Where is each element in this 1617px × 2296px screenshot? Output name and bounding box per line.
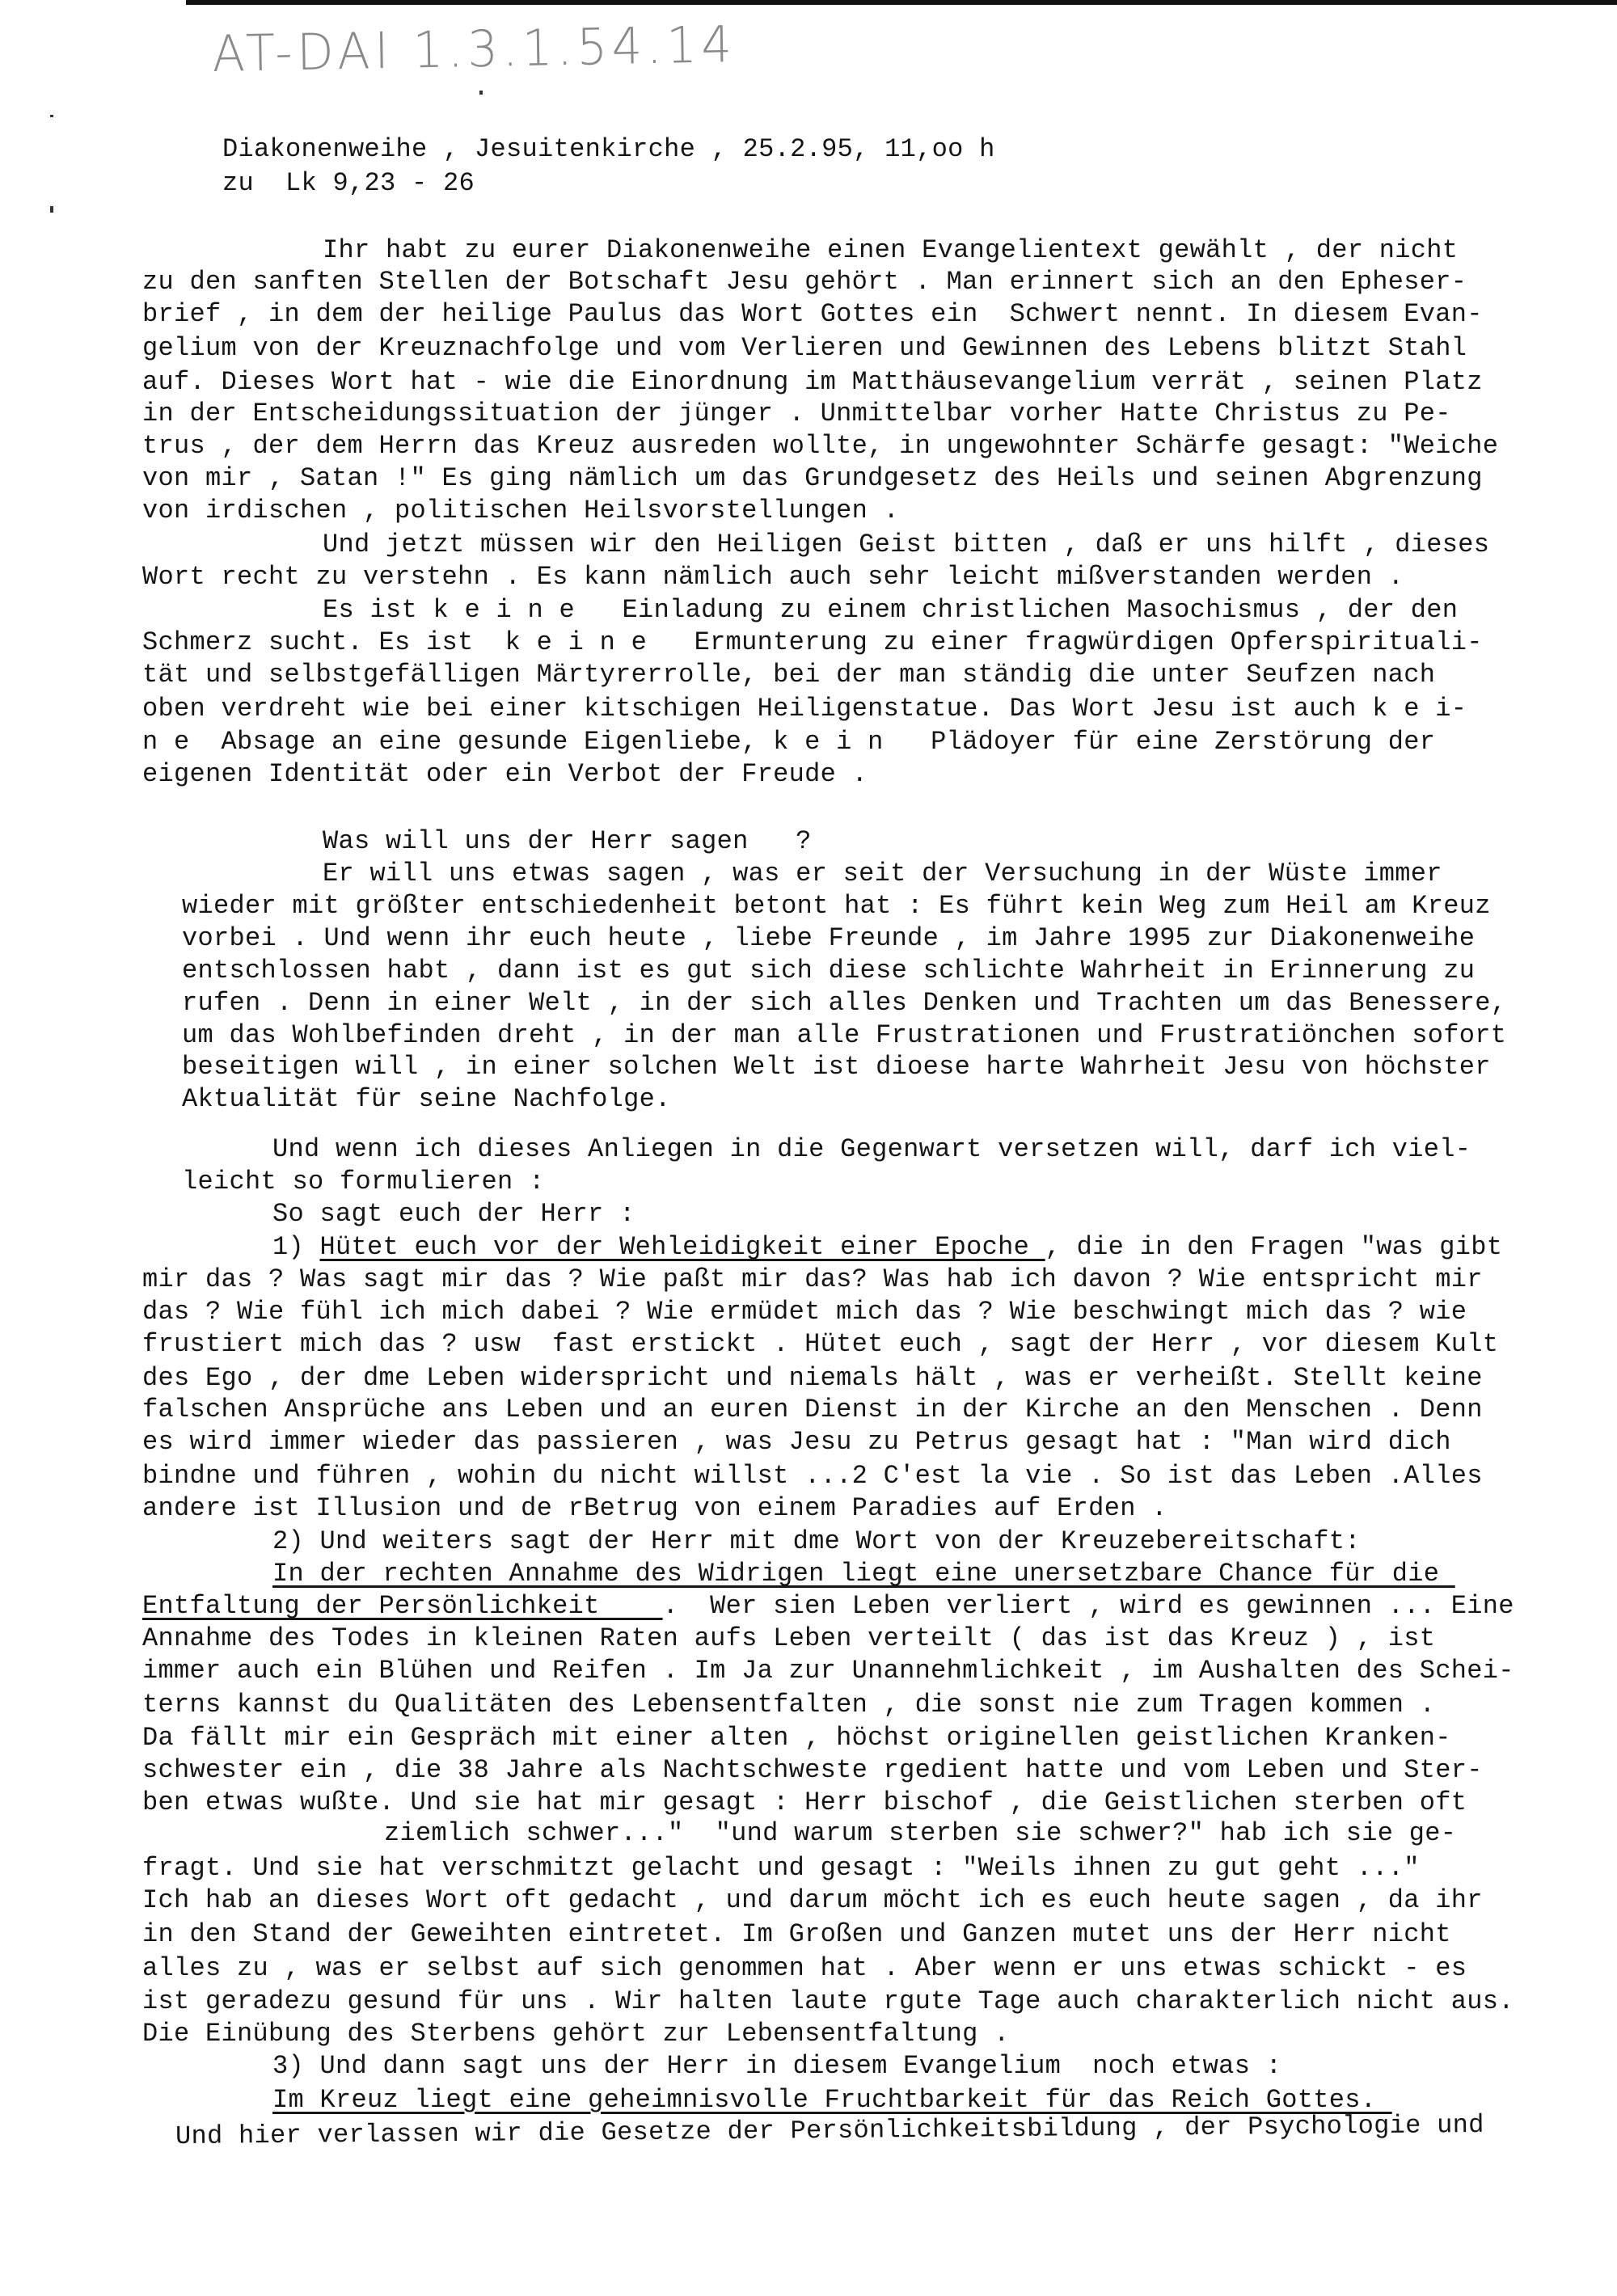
text-line bbox=[272, 1133, 1471, 1166]
speck bbox=[50, 115, 53, 117]
text-line bbox=[142, 1952, 1467, 1985]
text-segment: Da fällt mir ein Gespräch mit einer alten , höchst originellen geistlichen Kranken- bbox=[142, 1723, 1451, 1754]
text-line bbox=[142, 1264, 1483, 1296]
text-segment: trus , der dem Herrn das Kreuz ausreden wollte, in ungewohnter Schärfe gesagt: "Weiche bbox=[142, 431, 1499, 462]
text-segment: fragt. Und sie hat verschmitzt gelacht und gesagt : "Weils ihnen zu gut geht ..." bbox=[142, 1853, 1420, 1884]
text-line bbox=[142, 1754, 1483, 1787]
text-segment: wieder mit größter entschiedenheit betont hat : Es führt kein Weg zum Heil am Kreuz bbox=[182, 891, 1491, 922]
text-line bbox=[142, 1787, 1467, 1819]
text-line bbox=[142, 1328, 1498, 1361]
underlined-text: Entfaltung der Persönlichkeit bbox=[142, 1591, 663, 1622]
text-line bbox=[142, 462, 1483, 495]
text-segment: Es ist k e i n e Einladung zu einem christlichen Masochismus , der den bbox=[323, 595, 1459, 626]
text-line bbox=[142, 1852, 1420, 1884]
text-line bbox=[142, 366, 1483, 399]
text-segment: oben verdreht wie bei einer kitschigen Heiligenstatue. Das Wort Jesu ist auch k e i- bbox=[142, 693, 1467, 724]
text-line bbox=[142, 1492, 1167, 1525]
text-segment: des Ego , der dme Leben widerspricht und niemals hält , was er verheißt. Stellt keine bbox=[142, 1362, 1483, 1393]
text-segment: schwester ein , die 38 Jahre als Nachtschweste rgedient hatte und vom Leben und Ster- bbox=[142, 1755, 1483, 1786]
text-line bbox=[142, 1460, 1483, 1492]
text-segment: beseitigen will , in einer solchen Welt ist dioese harte Wahrheit Jesu von höchster bbox=[182, 1052, 1491, 1083]
text-segment: gelium von der Kreuznachfolge und vom Verlieren und Gewinnen des Lebens blitzt Stahl bbox=[142, 332, 1467, 363]
scan-edge bbox=[186, 0, 1617, 5]
text-line bbox=[142, 2018, 1010, 2050]
text-segment: Aktualität für seine Nachfolge. bbox=[182, 1084, 671, 1115]
text-line bbox=[182, 955, 1475, 987]
text-line bbox=[142, 1590, 1514, 1623]
archive-signature-handwritten: AT-DAI 1.3.1.54.14 bbox=[212, 15, 737, 83]
text-segment: n e Absage an eine gesunde Eigenliebe, k e i n Plädoyer für eine Zerstörung der bbox=[142, 727, 1436, 758]
text-segment: ziemlich schwer..." "und warum sterben sie schwer?" hab ich sie ge- bbox=[384, 1817, 1457, 1848]
text-segment: 1) bbox=[272, 1232, 320, 1263]
text-line bbox=[323, 594, 1458, 627]
text-segment: leicht so formulieren : bbox=[182, 1166, 545, 1197]
punch-mark bbox=[50, 206, 53, 213]
text-line bbox=[142, 430, 1498, 462]
text-line bbox=[142, 1986, 1514, 2018]
text-line bbox=[142, 561, 1404, 593]
text-segment: in den Stand der Geweihten eintretet. Im Großen und Ganzen mutet uns der Herr nicht bbox=[142, 1918, 1451, 1949]
text-line bbox=[182, 1083, 671, 1116]
text-line bbox=[142, 1689, 1435, 1721]
text-segment: Ihr habt zu eurer Diakonenweihe einen Evangelientext gewählt , der nicht bbox=[323, 234, 1459, 265]
header-scripture: zu Lk 9,23 - 26 bbox=[222, 168, 475, 198]
text-segment: ist geradezu gesund für uns . Wir halten laute rgute Tage auch charakterlich nicht aus. bbox=[142, 1986, 1514, 2017]
text-segment: Die Einübung des Sterbens gehört zur Lebensentfaltung . bbox=[142, 2019, 1010, 2049]
text-line bbox=[182, 922, 1475, 955]
underlined-text: In der rechten Annahme des Widrigen liegt eine unersetzbare Chance für die bbox=[272, 1559, 1455, 1589]
text-segment: von mir , Satan !" Es ging nämlich um das Grundgesetz des Heils und seinen Abgrenzung bbox=[142, 463, 1483, 494]
text-line bbox=[142, 495, 899, 527]
text-segment: ben etwas wußte. Und sie hat mir gesagt : Herr bischof , die Geistlichen sterben oft bbox=[142, 1787, 1467, 1817]
text-segment: um das Wohlbefinden dreht , in der man alle Frustrationen und Frustratiönchen sofort bbox=[182, 1019, 1507, 1050]
text-line bbox=[323, 234, 1458, 267]
underlined-text: Hütet euch vor der Wehleidigkeit einer Epoche bbox=[319, 1232, 1045, 1263]
text-line bbox=[142, 1623, 1435, 1655]
text-segment: Und wenn ich dieses Anliegen in die Gegenwart versetzen will, darf ich viel- bbox=[272, 1133, 1471, 1164]
text-line bbox=[142, 1362, 1483, 1395]
text-line bbox=[142, 398, 1451, 430]
text-segment: zu den sanften Stellen der Botschaft Jesu gehört . Man erinnert sich an den Epheser- bbox=[142, 267, 1467, 298]
text-line bbox=[142, 298, 1483, 331]
text-segment: Und hier verlassen wir die Gesetze der Persönlichkeitsbildung , der Psychologie und bbox=[175, 2109, 1484, 2151]
text-line bbox=[142, 266, 1467, 298]
text-segment: 3) Und dann sagt uns der Herr in diesem Evangelium noch etwas : bbox=[272, 2050, 1282, 2081]
text-segment: Annahme des Todes in kleinen Raten aufs Leben verteilt ( das ist das Kreuz ) , ist bbox=[142, 1623, 1436, 1653]
text-segment: Und jetzt müssen wir den Heiligen Geist bitten , daß er uns hilft , dieses bbox=[323, 529, 1490, 559]
text-segment: frustiert mich das ? usw fast erstickt . Hütet euch , sagt der Herr , vor diesem Kult bbox=[142, 1328, 1499, 1359]
text-line bbox=[272, 1198, 635, 1230]
text-segment: So sagt euch der Herr : bbox=[272, 1198, 635, 1229]
text-segment: es wird immer wieder das passieren , was Jesu zu Petrus gesagt hat : "Man wird dich bbox=[142, 1427, 1451, 1458]
text-line bbox=[182, 987, 1506, 1019]
text-line bbox=[142, 758, 868, 791]
text-segment: von irdischen , politischen Heilsvorstellungen . bbox=[142, 496, 900, 526]
text-line bbox=[142, 1918, 1451, 1951]
underlined-text: Im Kreuz liegt eine geheimnisvolle Fruchtbarkeit für das Reich Gottes. bbox=[272, 2084, 1392, 2115]
text-segment: alles zu , was er selbst auf sich genommen hat . Aber wenn er uns etwas schickt - es bbox=[142, 1952, 1467, 1983]
text-segment: tät und selbstgefälligen Märtyrerrolle, bei der man ständig die unter Seufzen nach bbox=[142, 659, 1436, 690]
text-line bbox=[182, 1051, 1491, 1083]
text-line bbox=[142, 1296, 1467, 1328]
text-line bbox=[142, 726, 1435, 758]
text-segment: . Wer sien Leben verliert , wird es gewinnen ... Eine bbox=[662, 1591, 1514, 1622]
text-segment: immer auch ein Blühen und Reifen . Im Ja zur Unannehmlichkeit , im Aushalten des Schei- bbox=[142, 1655, 1514, 1686]
text-segment: bindne und führen , wohin du nicht willst ...2 C'est la vie . So ist das Leben .Alles bbox=[142, 1460, 1483, 1491]
text-segment: eigenen Identität oder ein Verbot der Freude . bbox=[142, 759, 868, 790]
text-segment: terns kannst du Qualitäten des Lebensentfalten , die sonst nie zum Tragen kommen . bbox=[142, 1689, 1436, 1720]
text-segment: andere ist Illusion und de rBetrug von einem Paradies auf Erden . bbox=[142, 1492, 1167, 1523]
text-line bbox=[142, 659, 1435, 691]
text-segment: das ? Wie fühl ich mich dabei ? Wie ermüdet mich das ? Wie beschwingt mich das ? wie bbox=[142, 1297, 1467, 1327]
text-line bbox=[142, 1884, 1483, 1917]
text-line bbox=[323, 529, 1489, 561]
text-segment: Wort recht zu verstehn . Es kann nämlich auch sehr leicht mißverstanden werden . bbox=[142, 561, 1404, 592]
text-segment: in der Entscheidungssituation der jünger . Unmittelbar vorher Hatte Christus zu Pe- bbox=[142, 399, 1451, 429]
text-segment: entschlossen habt , dann ist es gut sich diese schlichte Wahrheit in Erinnerung zu bbox=[182, 955, 1476, 986]
text-segment: auf. Dieses Wort hat - wie die Einordnung im Matthäusevangelium verrät , seinen Platz bbox=[142, 366, 1483, 397]
text-line bbox=[272, 1231, 1502, 1264]
text-line bbox=[142, 627, 1483, 659]
text-segment: falschen Ansprüche ans Leben und an euren Dienst in der Kirche an den Menschen . Denn bbox=[142, 1395, 1483, 1425]
text-segment: Was will uns der Herr sagen ? bbox=[323, 826, 812, 857]
text-segment: Schmerz sucht. Es ist k e i n e Ermunterung zu einer fragwürdigen Opferspirituali- bbox=[142, 627, 1483, 658]
text-line bbox=[142, 1394, 1483, 1426]
text-segment: rufen . Denn in einer Welt , in der sich alles Denken und Trachten um das Benessere, bbox=[182, 987, 1507, 1018]
header-occasion: Diakonenweihe , Jesuitenkirche , 25.2.95, 11,oo h bbox=[222, 134, 995, 164]
text-segment: 2) Und weiters sagt der Herr mit dme Wort von der Kreuzebereitschaft: bbox=[272, 1526, 1361, 1557]
text-line bbox=[272, 1558, 1455, 1590]
text-line bbox=[182, 1019, 1506, 1052]
text-line bbox=[384, 1817, 1456, 1850]
text-line bbox=[142, 1426, 1451, 1458]
text-segment: Er will uns etwas sagen , was er seit der Versuchung in der Wüste immer bbox=[323, 859, 1442, 889]
text-segment: Ich hab an dieses Wort oft gedacht , und darum möcht ich es euch heute sagen , da ihr bbox=[142, 1885, 1483, 1916]
text-segment: vorbei . Und wenn ihr euch heute , liebe Freunde , im Jahre 1995 zur Diakonenweihe bbox=[182, 923, 1476, 954]
text-line bbox=[182, 890, 1491, 922]
text-segment: , die in den Fragen "was gibt bbox=[1045, 1232, 1503, 1263]
text-line bbox=[182, 1166, 545, 1198]
text-line bbox=[272, 2050, 1281, 2083]
text-line bbox=[142, 693, 1467, 725]
speck bbox=[479, 91, 483, 95]
text-line bbox=[323, 858, 1442, 890]
text-line bbox=[142, 1655, 1514, 1687]
text-segment: mir das ? Was sagt mir das ? Wie paßt mir das? Was hab ich davon ? Wie entspricht mir bbox=[142, 1264, 1483, 1295]
text-line bbox=[272, 1526, 1361, 1558]
text-line bbox=[142, 332, 1467, 365]
text-line bbox=[142, 1722, 1451, 1754]
text-segment: brief , in dem der heilige Paulus das Wort Gottes ein Schwert nennt. In diesem Evan- bbox=[142, 299, 1483, 330]
text-line bbox=[323, 825, 812, 858]
